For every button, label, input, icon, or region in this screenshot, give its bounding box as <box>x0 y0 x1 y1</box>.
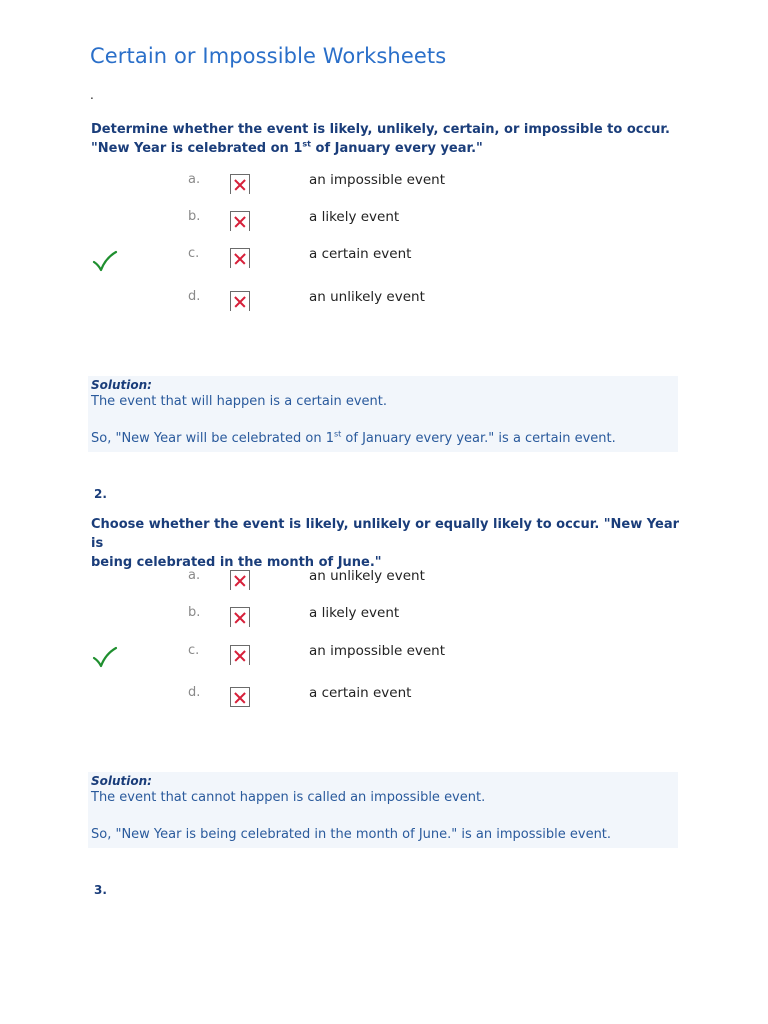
solution-line-1: The event that cannot happen is called an impossible event. <box>91 790 486 805</box>
solution-label: Solution: <box>91 774 152 788</box>
solution-line-2: So, "New Year will be celebrated on 1st of January every year." is a certain event. <box>91 429 616 446</box>
option-letter: a. <box>188 568 201 583</box>
question-2-line-1: Choose whether the event is likely, unlikely or equally likely to occur. "New Year is <box>91 517 680 551</box>
cross-box-icon <box>230 687 250 707</box>
option-letter: c. <box>188 246 200 261</box>
option-text[interactable]: a likely event <box>309 605 400 621</box>
option-letter: d. <box>188 685 201 700</box>
option-text[interactable]: a likely event <box>309 209 400 225</box>
option-text[interactable]: an unlikely event <box>309 289 425 305</box>
cross-box-icon <box>230 211 250 231</box>
question-2-number: 2. <box>94 487 107 501</box>
cross-box-icon <box>230 248 250 268</box>
question-1-text <box>91 120 691 158</box>
question-2-text <box>91 515 691 572</box>
option-text[interactable]: an unlikely event <box>309 568 425 584</box>
option-letter: c. <box>188 643 200 658</box>
option-letter: d. <box>188 289 201 304</box>
option-text[interactable]: an impossible event <box>309 172 446 188</box>
option-letter: b. <box>188 605 201 620</box>
option-text[interactable]: an impossible event <box>309 643 446 659</box>
solution-line-1: The event that will happen is a certain event. <box>91 394 387 409</box>
cross-box-icon <box>230 607 250 627</box>
solution-label: Solution: <box>91 378 152 392</box>
cross-box-icon <box>230 570 250 590</box>
question-1-line-2: "New Year is celebrated on 1st of January every year." <box>91 139 483 156</box>
option-letter: b. <box>188 209 201 224</box>
cross-box-icon <box>230 291 250 311</box>
question-3-number: 3. <box>94 883 107 897</box>
checkmark-icon <box>92 646 118 668</box>
checkmark-icon <box>92 250 118 272</box>
page-title: Certain or Impossible Worksheets <box>90 44 447 68</box>
cross-box-icon <box>230 645 250 665</box>
cross-box-icon <box>230 174 250 194</box>
question-2-line-2: being celebrated in the month of June." <box>91 555 382 570</box>
solution-box-2 <box>88 772 678 848</box>
option-text[interactable]: a certain event <box>309 246 412 262</box>
option-letter: a. <box>188 172 201 187</box>
option-text[interactable]: a certain event <box>309 685 412 701</box>
separator-dot: . <box>90 88 94 102</box>
solution-box-1 <box>88 376 678 452</box>
solution-line-2: So, "New Year is being celebrated in the month of June." is an impossible event. <box>91 827 612 842</box>
question-1-line-1: Determine whether the event is likely, unlikely, certain, or impossible to occur. <box>91 122 670 137</box>
